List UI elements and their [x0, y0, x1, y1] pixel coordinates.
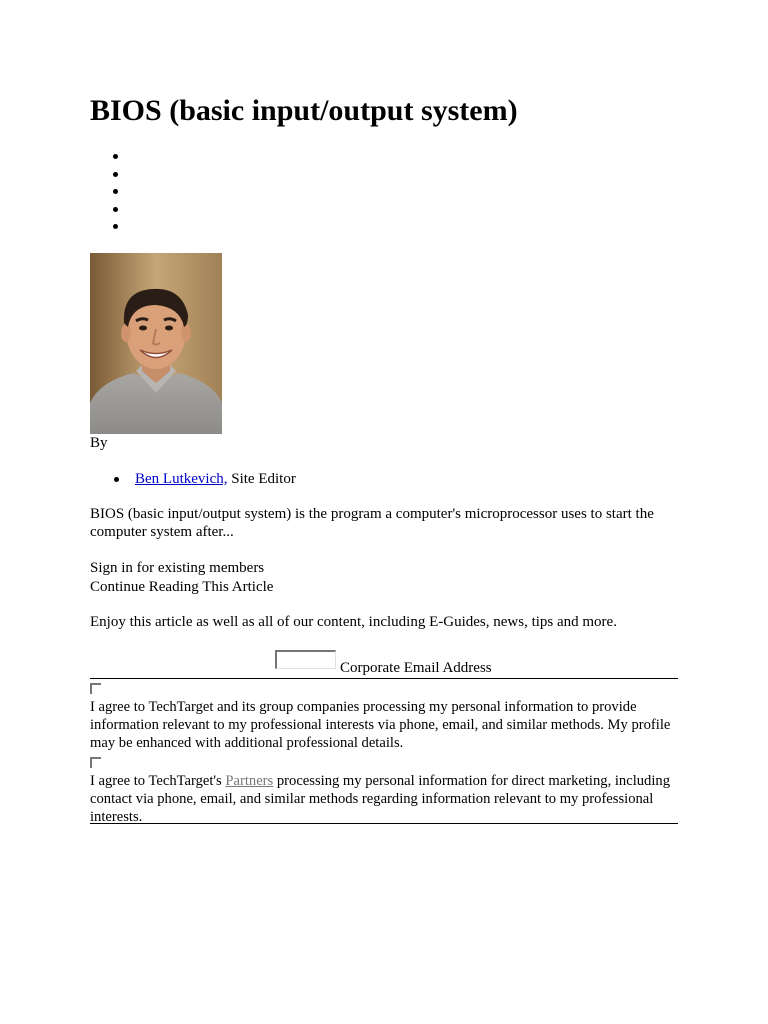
- partners-link[interactable]: Partners: [225, 773, 274, 789]
- author-photo: [90, 253, 222, 434]
- consent-text-1: I agree to TechTarget and its group companies processing my personal information to provide information relevant to my professional interests via phone, email, and similar methods. My profile may be enhanced with additional professional details.: [90, 699, 671, 751]
- page-title: BIOS (basic input/output system): [90, 94, 518, 127]
- consent-text-2: [90, 772, 678, 826]
- author-link[interactable]: Ben Lutkevich,: [135, 471, 228, 487]
- share-item[interactable]: [90, 200, 120, 218]
- share-list: [90, 147, 120, 235]
- author-list: [90, 470, 296, 488]
- share-item[interactable]: [90, 147, 120, 165]
- article-intro: BIOS (basic input/output system) is the program a computer's microprocessor uses to start the computer system after...: [90, 506, 654, 540]
- author-role: Site Editor: [227, 471, 296, 487]
- share-item[interactable]: [90, 182, 120, 200]
- email-label: Corporate Email Address: [340, 660, 492, 676]
- share-item[interactable]: [90, 217, 120, 235]
- consent-checkbox-1[interactable]: [90, 683, 101, 694]
- enjoy-text: Enjoy this article as well as all of our content, including E-Guides, news, tips and more.: [90, 614, 617, 630]
- share-item[interactable]: [90, 165, 120, 183]
- email-input[interactable]: [275, 650, 336, 669]
- consent2-prefix: I agree to TechTarget's: [90, 773, 226, 789]
- author-item: [90, 470, 296, 488]
- email-row: [90, 650, 678, 679]
- byline-label: By: [90, 435, 108, 451]
- signin-text[interactable]: Sign in for existing members: [90, 560, 265, 576]
- consent-divider: [90, 823, 678, 824]
- consent2-suffix: processing my personal information for direct marketing, including contact via phone, email, and similar methods regarding information relevant to my professional interests.: [90, 773, 670, 825]
- consent-checkbox-2[interactable]: [90, 757, 101, 768]
- continue-reading-text: Continue Reading This Article: [90, 579, 274, 595]
